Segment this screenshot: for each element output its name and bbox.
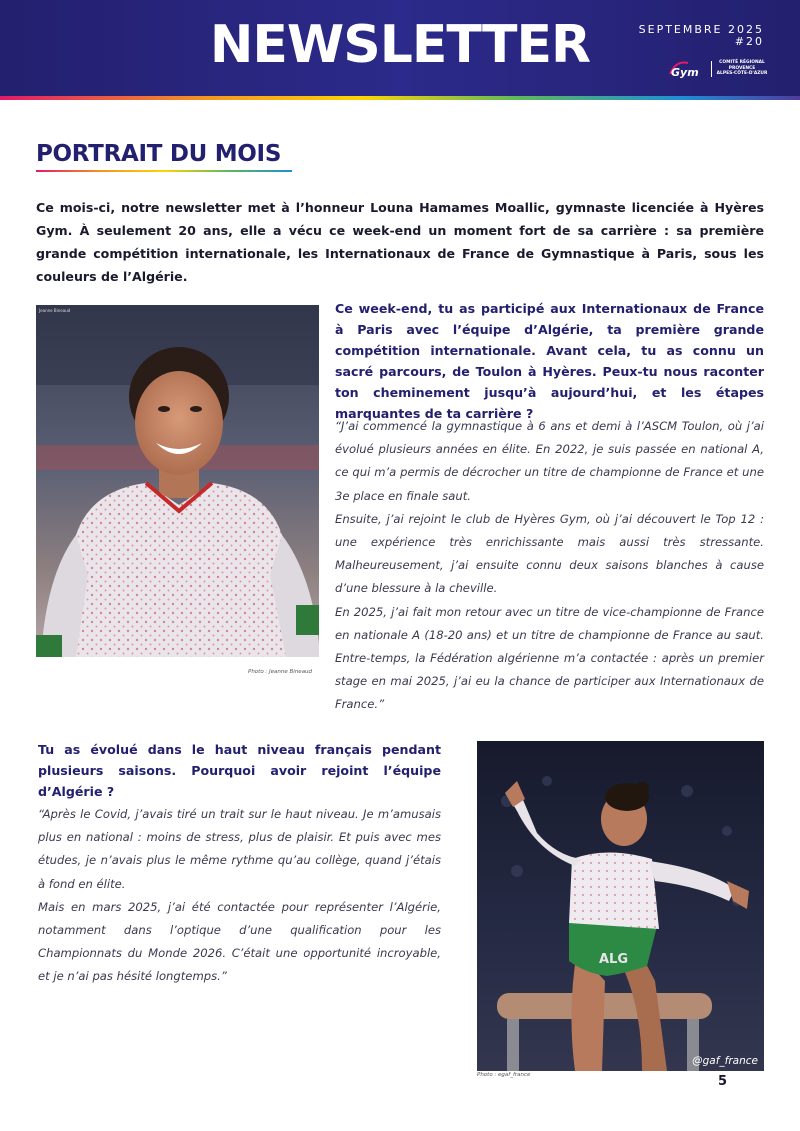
logo-org-text [715, 60, 769, 77]
portrait-photo-credit: Photo : Jeanne Bineaud [248, 669, 313, 675]
answer-2-paragraph-2: Mais en mars 2025, j’ai été contactée pour représenter l’Algérie, notamment dans l’optique d’une qualification pour les Championnats du Monde 2026. C’était une opportunité incroyable, et je n’ai pas hésité longtemps.” [38, 899, 441, 984]
comite-regional-logo [668, 58, 768, 80]
page-number: 5 [718, 1074, 728, 1089]
portrait-photo [36, 305, 319, 657]
portrait-photo-tag: Jeanne Bineaud [39, 308, 71, 313]
logo-org-line1: COMITÉ RÉGIONAL [719, 60, 765, 65]
logo-org-line2: PROVENCE [728, 65, 756, 71]
intro-paragraph: Ce mois-ci, notre newsletter met à l’honneur Louna Hamames Moallic, gymnaste licenciée à Hyères Gym. À seulement 20 ans, elle a vécu ce week-end un moment fort de sa carrière : sa première grande compétition internationale, les Internationaux de France de Gymnastique à Paris, sous les couleurs de l’Algérie. [36, 200, 764, 284]
answer-1-paragraph-1: “J’ai commencé la gymnastique à 6 ans et demi à l’ASCM Toulon, où j’ai évolué plusieurs années en élite. En 2022, je suis passée en national A, ce qui m’a permis de décrocher un titre de championne de France et une 3e place en finale saut. [335, 419, 764, 503]
logo-mark-text: Gym [671, 66, 699, 79]
leotard-text: ALG [599, 952, 629, 967]
portrait-photo-illustration [36, 305, 319, 657]
answer-1 [335, 415, 764, 717]
section-title: PORTRAIT DU MOIS [36, 141, 282, 167]
answer-1-paragraph-3: En 2025, j’ai fait mon retour avec un titre de vice-championne de France en nationale A (18-20 ans) et un titre de championne de France au saut. Entre-temps, la Fédération algérienne m’a contactée : après un premier stage en mai 2025, j’ai eu la chance de participer aux Internationaux de France.” [335, 604, 764, 712]
action-photo-credit: Photo : egaf_france [477, 1072, 531, 1078]
logo-org-line3: ALPES-CÔTE-D'AZUR [716, 71, 768, 77]
answer-2-paragraph-1: “Après le Covid, j’avais tiré un trait sur le haut niveau. Je m’amusais plus en national : moins de stress, plus de plaisir. Et puis avec mes études, je n’avais plus le même rythme qu’au collège, quand j’étais à fond en élite. [38, 807, 441, 891]
issue-date: SEPTEMBRE 2025 [638, 23, 764, 36]
gym-logo-mark [668, 58, 708, 80]
answer-2 [38, 803, 441, 989]
section-title-underline [36, 170, 292, 172]
issue-date-block [639, 24, 764, 47]
question-2: Tu as évolué dans le haut niveau français pendant plusieurs saisons. Pourquoi avoir rejoint l’équipe d’Algérie ? [38, 742, 441, 799]
action-photo [477, 741, 764, 1071]
question-1: Ce week-end, tu as participé aux Internationaux de France à Paris avec l’équipe d’Algérie, ta première grande compétition internationale. Avant cela, tu as connu un sacré parcours, de Toulon à Hyères. Peux-tu nous raconter ton cheminement jusqu’à aujourd’hui, et les étapes marquantes de ta carrière ? [335, 301, 764, 421]
rainbow-divider [0, 96, 800, 100]
newsletter-title: NEWSLETTER [209, 15, 591, 75]
action-photo-illustration [477, 741, 764, 1071]
issue-number: #20 [734, 35, 764, 48]
answer-1-paragraph-2: Ensuite, j’ai rejoint le club de Hyères Gym, où j’ai découvert le Top 12 : une expérience très enrichissante mais aussi très stressante. Malheureusement, j’ai ensuite connu deux saisons blanches à cause d’une blessure à la cheville. [335, 511, 764, 596]
photo-handle-watermark: @gaf_france [692, 1055, 758, 1067]
logo-divider [711, 61, 712, 77]
newsletter-header [0, 0, 800, 96]
